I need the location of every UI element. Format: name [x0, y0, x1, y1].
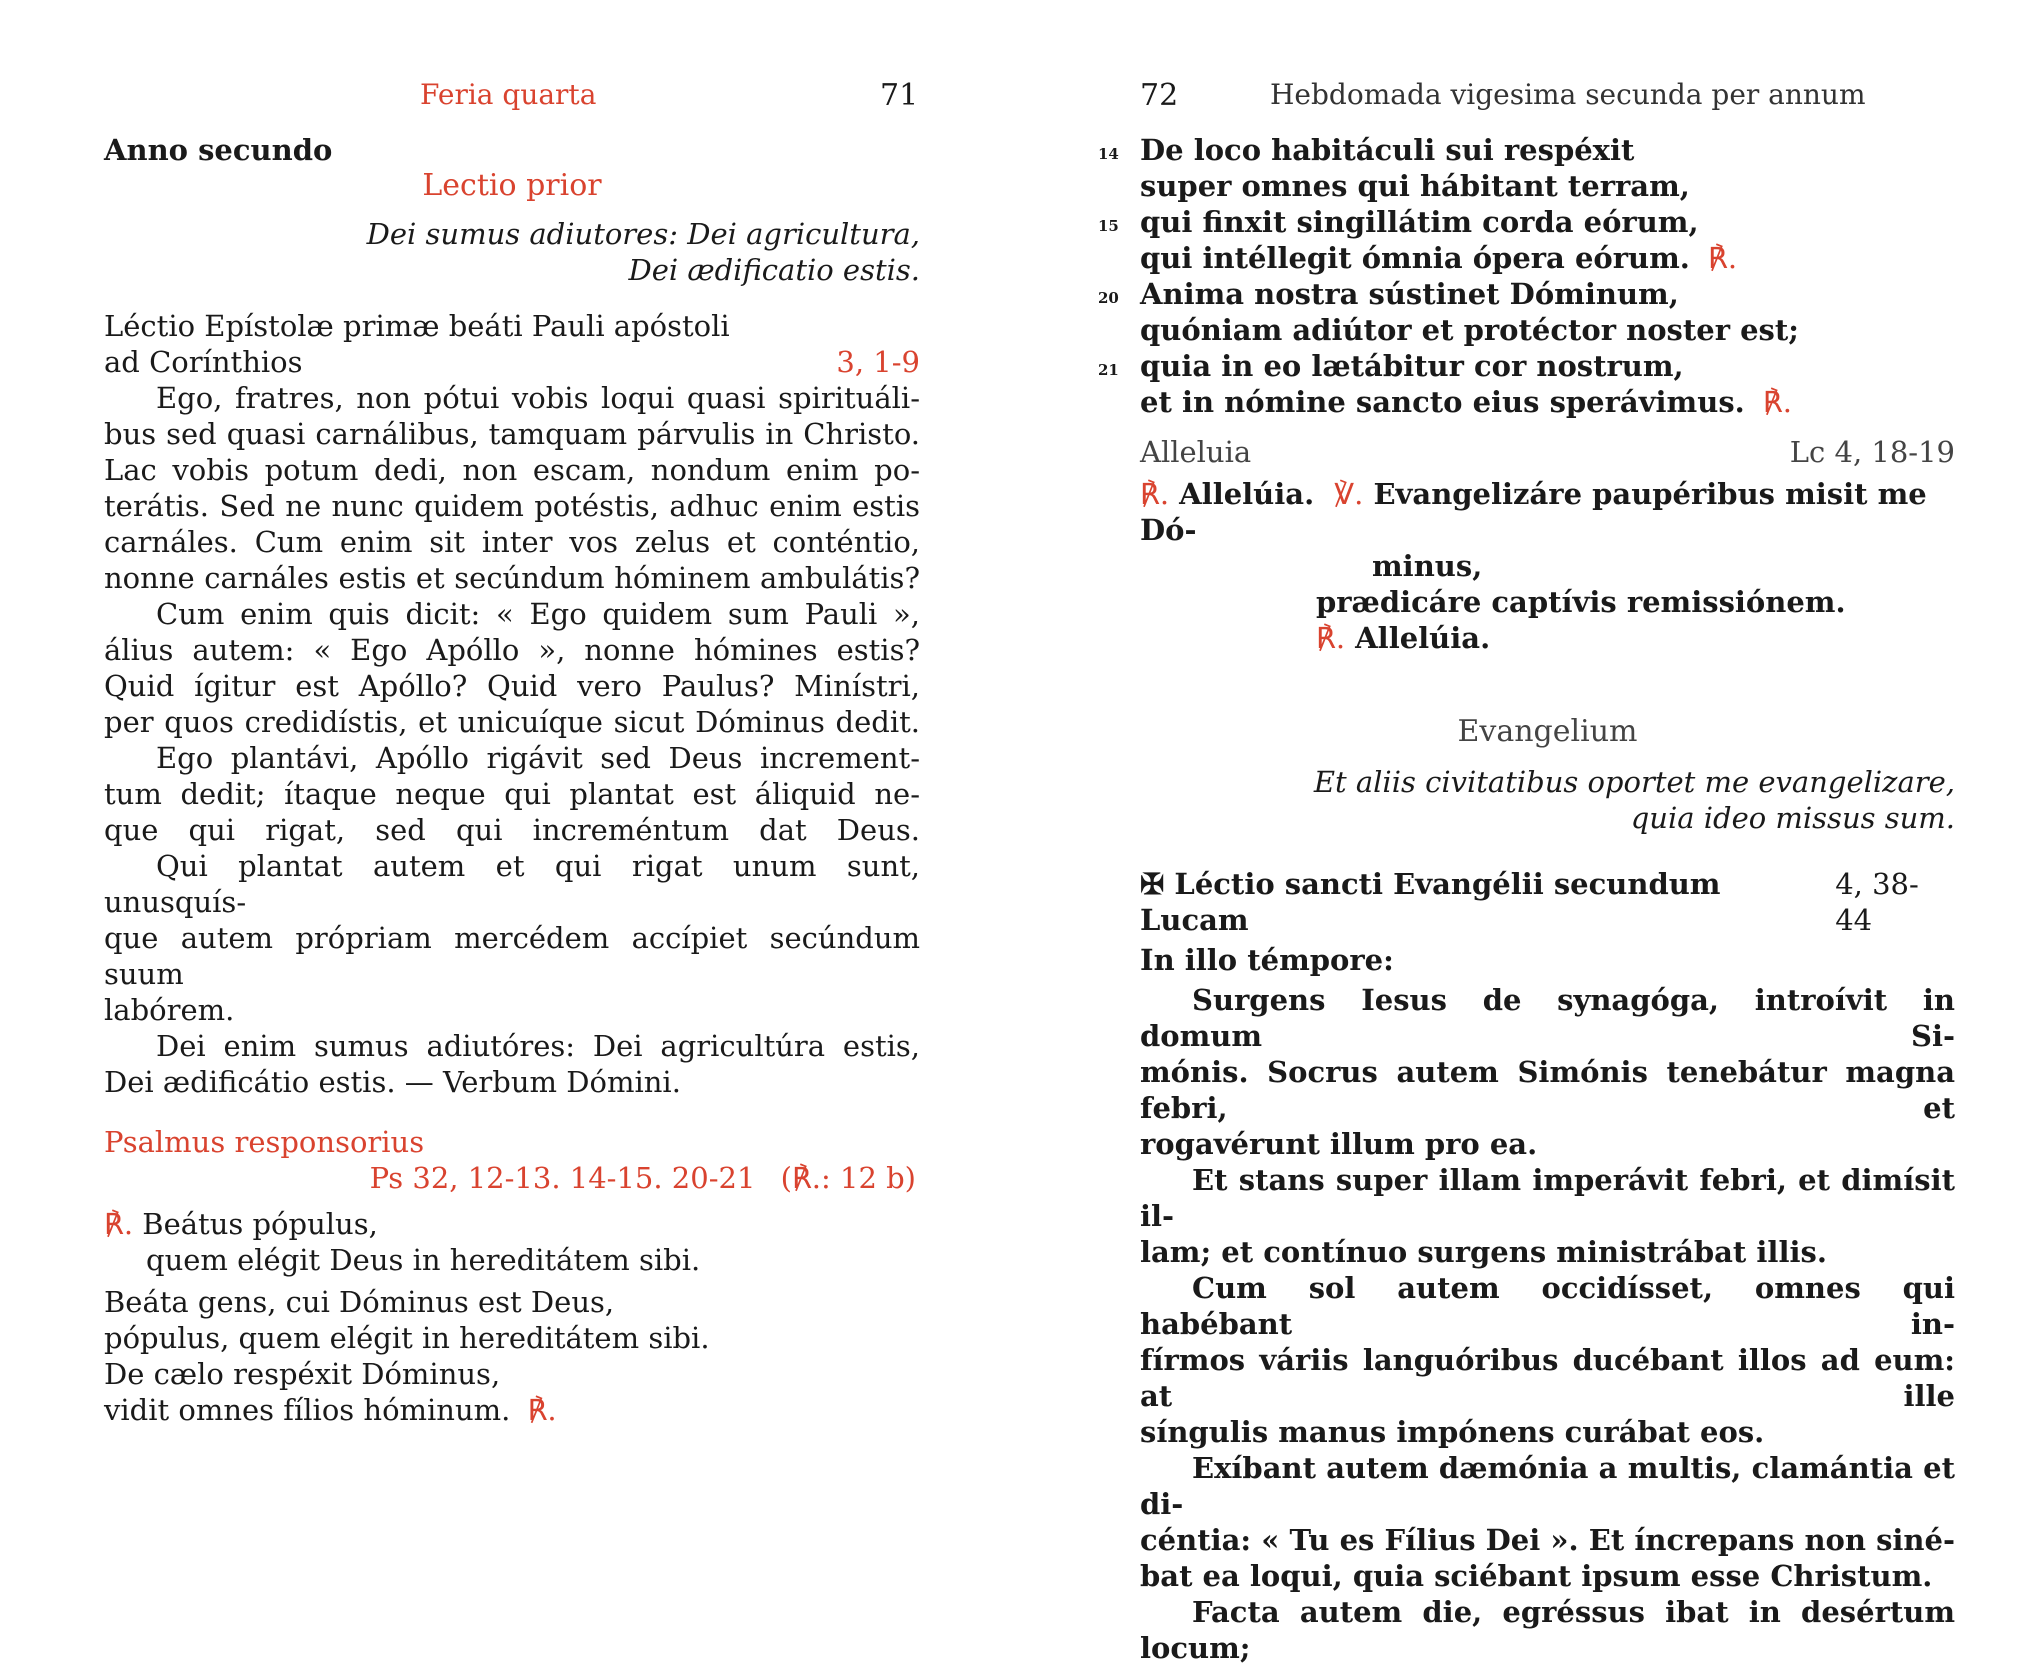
- alleluia-heading: [1140, 434, 1955, 470]
- heading-line: Léctio Epístolæ primæ beáti Pauli apóstoli: [104, 309, 730, 343]
- text-line: tum dedit; ítaque neque qui plantat est áliquid ne-: [104, 777, 920, 811]
- text-line: carnáles. Cum enim sit inter vos zelus et conténtio,: [104, 525, 920, 559]
- text-line: Dei enim sumus adiutóres: Dei agricultúra estis,: [156, 1029, 920, 1063]
- motto-line: Dei ædificatio estis.: [628, 253, 920, 287]
- heading-row: [104, 344, 920, 380]
- gospel-heading-text: Léctio sancti Evangélii secundum Lucam: [1140, 867, 1721, 937]
- text-line: bus sed quasi carnálibus, tamquam párvulis in Christo.: [104, 417, 920, 451]
- text-line: síngulis manus impónens curábat eos.: [1140, 1415, 1765, 1449]
- paragraph: [1140, 1594, 1955, 1666]
- text-line: bat ea loqui, quia sciébant ipsum esse Christum.: [1140, 1559, 1933, 1593]
- verse-line: quóniam adiútor et protéctor noster est;: [1140, 313, 1799, 347]
- motto-line: Et aliis civitatibus oportet me evangelizare,: [1313, 765, 1955, 799]
- gospel-body: [1140, 982, 1955, 1666]
- text-line: Ego, fratres, non pótui vobis loqui quasi spirituáli-: [156, 381, 920, 415]
- paragraph: [104, 380, 920, 596]
- psalm-response: [104, 1206, 920, 1278]
- right-running-head: [1140, 78, 1955, 138]
- paragraph: [1140, 1450, 1955, 1594]
- text-line: que autem própriam mercédem accípiet secúndum suum: [104, 921, 920, 991]
- text-line: Cum sol autem occidísset, omnes qui habébant in-: [1140, 1271, 1955, 1341]
- gospel-motto: [1140, 764, 1955, 836]
- text-line: Dei ædificátio estis. — Verbum Dómini.: [104, 1065, 681, 1099]
- verse-group: [1098, 132, 1955, 204]
- paragraph: [104, 596, 920, 740]
- verse-line-with-response: [1140, 384, 1955, 420]
- text-line: álius autem: « Ego Apóllo », nonne hómines estis?: [104, 633, 920, 667]
- year-heading: Anno secundo: [104, 133, 333, 167]
- text-line: Quid ígitur est Apóllo? Quid vero Paulus? Minístri,: [104, 669, 920, 703]
- stanza-line: pópulus, quem elégit in hereditátem sibi.: [104, 1321, 710, 1355]
- psalm-reference: Ps 32, 12-13. 14-15. 20-21: [369, 1161, 756, 1195]
- psalm-reference-line: [104, 1160, 920, 1196]
- paragraph: [1140, 1162, 1955, 1270]
- gospel-reference: 4, 38-44: [1835, 867, 1919, 937]
- response-text: Beátus pópulus,: [142, 1207, 378, 1241]
- paragraph: [1140, 1270, 1955, 1450]
- text-line: Et stans super illam imperávit febri, et dimísit il-: [1140, 1163, 1955, 1233]
- response-symbol: ℟.: [1140, 477, 1170, 511]
- response-line: [104, 1206, 920, 1242]
- paragraph: [1140, 982, 1955, 1162]
- verse-group: [1098, 348, 1955, 420]
- verse-line: Anima nostra sústinet Dóminum,: [1140, 277, 1679, 311]
- response-line: quem elégit Deus in hereditátem sibi.: [146, 1243, 701, 1277]
- heading-line: ad Corínthios: [104, 345, 303, 379]
- text-line: labórem.: [104, 993, 235, 1027]
- text-line: mónis. Socrus autem Simónis tenebátur magna febri, et: [1140, 1055, 1955, 1125]
- psalm-continuation: [1098, 132, 1955, 420]
- paragraph: [104, 740, 920, 848]
- gospel-intro: In illo témpore:: [1140, 943, 1394, 977]
- verse-line-with-response: [1140, 240, 1955, 276]
- running-title: Hebdomada vigesima secunda per annum: [1270, 78, 1866, 111]
- response-symbol: ℟.: [1762, 385, 1792, 419]
- text-line: Cum enim quis dicit: « Ego quidem sum Pauli »,: [156, 597, 920, 631]
- verse-line: De loco habitáculi sui respéxit: [1140, 133, 1635, 167]
- alleluia-verse-cont: prædicáre captívis remissiónem.: [1316, 585, 1846, 619]
- verse-number: 14: [1098, 145, 1119, 163]
- left-page: [104, 0, 920, 1500]
- response-symbol: ℟.: [1708, 241, 1738, 275]
- stanza-line: vidit omnes fílios hóminum.: [104, 1393, 511, 1427]
- stanza-line-with-response: [104, 1392, 920, 1428]
- alleluia-verse-cont: minus,: [1372, 549, 1483, 583]
- alleluia-reference: Lc 4, 18-19: [1789, 435, 1955, 469]
- stanza-line: Beáta gens, cui Dóminus est Deus,: [104, 1285, 615, 1319]
- response-symbol: ℟.: [1316, 621, 1346, 655]
- gospel-title: Evangelium: [1457, 714, 1638, 749]
- reading-motto: [104, 216, 920, 288]
- text-line: terátis. Sed ne nunc quidem potéstis, adhuc enim estis: [104, 489, 920, 523]
- text-line: rogavérunt illum pro ea.: [1140, 1127, 1538, 1161]
- left-running-head: [104, 78, 920, 138]
- reading-title: Lectio prior: [422, 168, 602, 203]
- paragraph: [104, 1028, 920, 1100]
- verse-line: et in nómine sancto eius sperávimus.: [1140, 385, 1745, 419]
- psalm-title: Psalmus responsorius: [104, 1125, 425, 1159]
- motto-line: Dei sumus adiutores: Dei agricultura,: [366, 217, 920, 251]
- verse-line: quia in eo lætábitur cor nostrum,: [1140, 349, 1684, 383]
- alleluia-verse: Evangelizáre paupéribus misit me Dó-: [1140, 477, 1927, 547]
- verse-line: qui finxit singillátim corda eórum,: [1140, 205, 1699, 239]
- page-number: 72: [1140, 78, 1179, 113]
- psalm-response-ref: (℟.: 12 b): [780, 1161, 916, 1195]
- text-line: que qui rigat, sed qui increméntum dat Deus.: [104, 813, 920, 847]
- text-line: per quos credidístis, et unicuíque sicut Dóminus dedit.: [104, 705, 920, 739]
- text-line: Lac vobis potum dedi, non escam, nondum enim po-: [104, 453, 920, 487]
- response-symbol: ℟.: [104, 1207, 134, 1241]
- running-title: Feria quarta: [420, 78, 597, 111]
- alleluia-closing-line: [1140, 620, 1955, 656]
- text-line: Exíbant autem dæmónia a multis, clamántia et di-: [1140, 1451, 1955, 1521]
- alleluia-line: [1140, 476, 1955, 548]
- gospel-heading: [1140, 866, 1955, 938]
- text-line: lam; et contínuo surgens ministrábat illis.: [1140, 1235, 1827, 1269]
- verse-number: 21: [1098, 361, 1119, 379]
- versicle-symbol: ℣.: [1334, 477, 1364, 511]
- verse-number: 15: [1098, 217, 1119, 235]
- text-line: Ego plantávi, Apóllo rigávit sed Deus increment-: [156, 741, 920, 775]
- text-line: nonne carnáles estis et secúndum hóminem ambulátis?: [104, 561, 920, 595]
- stanza-line: De cælo respéxit Dóminus,: [104, 1357, 501, 1391]
- right-page: [1098, 0, 1955, 1665]
- psalm-stanza: [104, 1284, 920, 1428]
- verse-group: [1098, 276, 1955, 348]
- motto-line: quia ideo missus sum.: [1630, 801, 1955, 835]
- alleluia-closing: Allelúia.: [1355, 621, 1491, 655]
- paragraph: [104, 848, 920, 1028]
- text-line: fírmos váriis languóribus ducébant illos ad eum: at ille: [1140, 1343, 1955, 1413]
- verse-number: 20: [1098, 289, 1119, 307]
- verse-group: [1098, 204, 1955, 276]
- text-line: céntia: « Tu es Fílius Dei ». Et íncrepans non siné-: [1140, 1523, 1955, 1557]
- reading-heading: [104, 308, 920, 380]
- verse-line: super omnes qui hábitant terram,: [1140, 169, 1690, 203]
- cross-icon: ✠: [1140, 867, 1165, 901]
- alleluia-body: [1140, 476, 1955, 656]
- text-line: Surgens Iesus de synagóga, introívit in domum Si-: [1140, 983, 1955, 1053]
- text-line: Facta autem die, egréssus ibat in desértum locum;: [1140, 1595, 1955, 1665]
- text-line: Qui plantat autem et qui rigat unum sunt, unusquís-: [104, 849, 920, 919]
- reading-body: [104, 380, 920, 1100]
- page-number: 71: [880, 78, 919, 113]
- alleluia-title: Alleluia: [1140, 435, 1252, 469]
- response-symbol: ℟.: [527, 1393, 557, 1427]
- alleluia-response: Allelúia.: [1179, 477, 1315, 511]
- verse-line: qui intéllegit ómnia ópera eórum.: [1140, 241, 1690, 275]
- gospel-heading-left: [1140, 866, 1835, 938]
- reading-reference: 3, 1-9: [836, 345, 920, 379]
